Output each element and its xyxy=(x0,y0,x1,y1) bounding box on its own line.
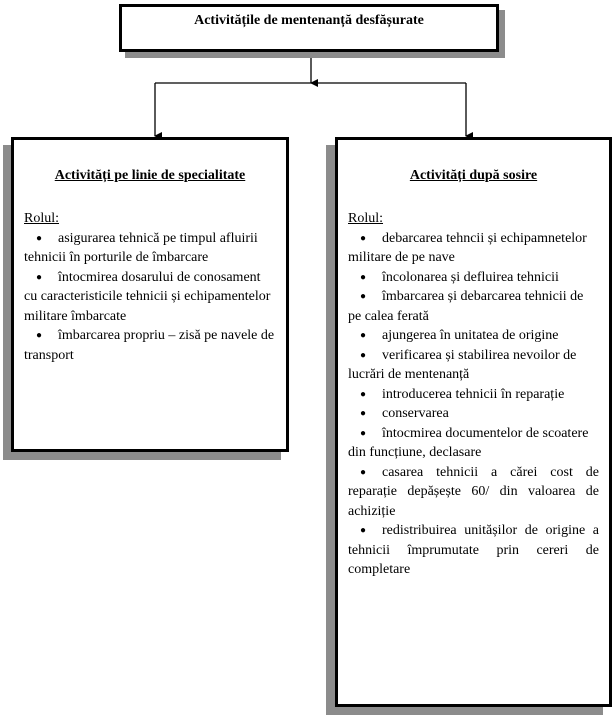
left-box xyxy=(11,137,289,452)
right-box xyxy=(335,137,612,707)
list-item: ● îmbarcarea propriu – zisă pe navele de transport xyxy=(24,328,275,363)
right-heading: Activități după sosire xyxy=(409,168,538,183)
list-item: ● conservarea xyxy=(348,404,599,424)
left-content xyxy=(24,209,276,365)
list-item: ● casarea tehnicii a cărei cost de reparație depășește 60/ din valoarea de achiziție xyxy=(348,464,599,519)
diagram-title: Activitățile de mentenanță desfășurate xyxy=(194,13,424,28)
left-rolul-label: Rolul: xyxy=(24,211,60,226)
bullet-icon: ● xyxy=(360,330,367,341)
bullet-icon: ● xyxy=(360,466,367,478)
bullet-icon: ● xyxy=(36,232,43,244)
top-box xyxy=(119,4,499,52)
list-item: ● îmbarcarea și debarcarea tehnicii de pe calea ferată xyxy=(348,289,584,324)
bullet-icon: ● xyxy=(36,271,43,283)
bullet-icon: ● xyxy=(360,232,367,244)
bullet-icon: ● xyxy=(360,525,367,536)
right-list xyxy=(348,229,599,580)
bullet-icon: ● xyxy=(360,271,367,283)
list-item: ● redistribuirea unitășilor de origine a tehnicii împrumutate prin cereri de completare xyxy=(348,523,599,577)
list-item: ● întocmirea dosarului de conosament cu caracteristicile tehnicii și echipamentelor militare îmbarcate xyxy=(24,269,271,324)
list-item: ● încolonarea și defluirea tehnicii xyxy=(348,268,599,288)
right-content xyxy=(348,209,599,580)
list-item: ● asigurarea tehnică pe timpul afluirii tehnicii în porturile de îmbarcare xyxy=(24,230,258,265)
bullet-icon: ● xyxy=(360,427,367,439)
list-item: ● verificarea și stabilirea nevoilor de lucrări de mentenanță xyxy=(348,347,577,382)
left-list xyxy=(24,229,276,366)
list-item: ● întocmirea documentelor de scoatere din funcțiune, declasare xyxy=(348,425,589,460)
bullet-icon: ● xyxy=(36,330,43,341)
list-item: ● debarcarea tehncii și echipamnetelor militare de pe nave xyxy=(348,230,587,265)
left-heading: Activități pe linie de specialitate xyxy=(54,168,246,183)
bullet-icon: ● xyxy=(360,388,367,400)
right-rolul-label: Rolul: xyxy=(348,211,384,226)
list-item: ● introducerea tehnicii în reparație xyxy=(348,385,599,405)
bullet-icon: ● xyxy=(360,408,367,419)
bullet-icon: ● xyxy=(360,291,367,302)
bullet-icon: ● xyxy=(360,349,367,361)
list-item: ● ajungerea în unitatea de origine xyxy=(348,326,599,346)
